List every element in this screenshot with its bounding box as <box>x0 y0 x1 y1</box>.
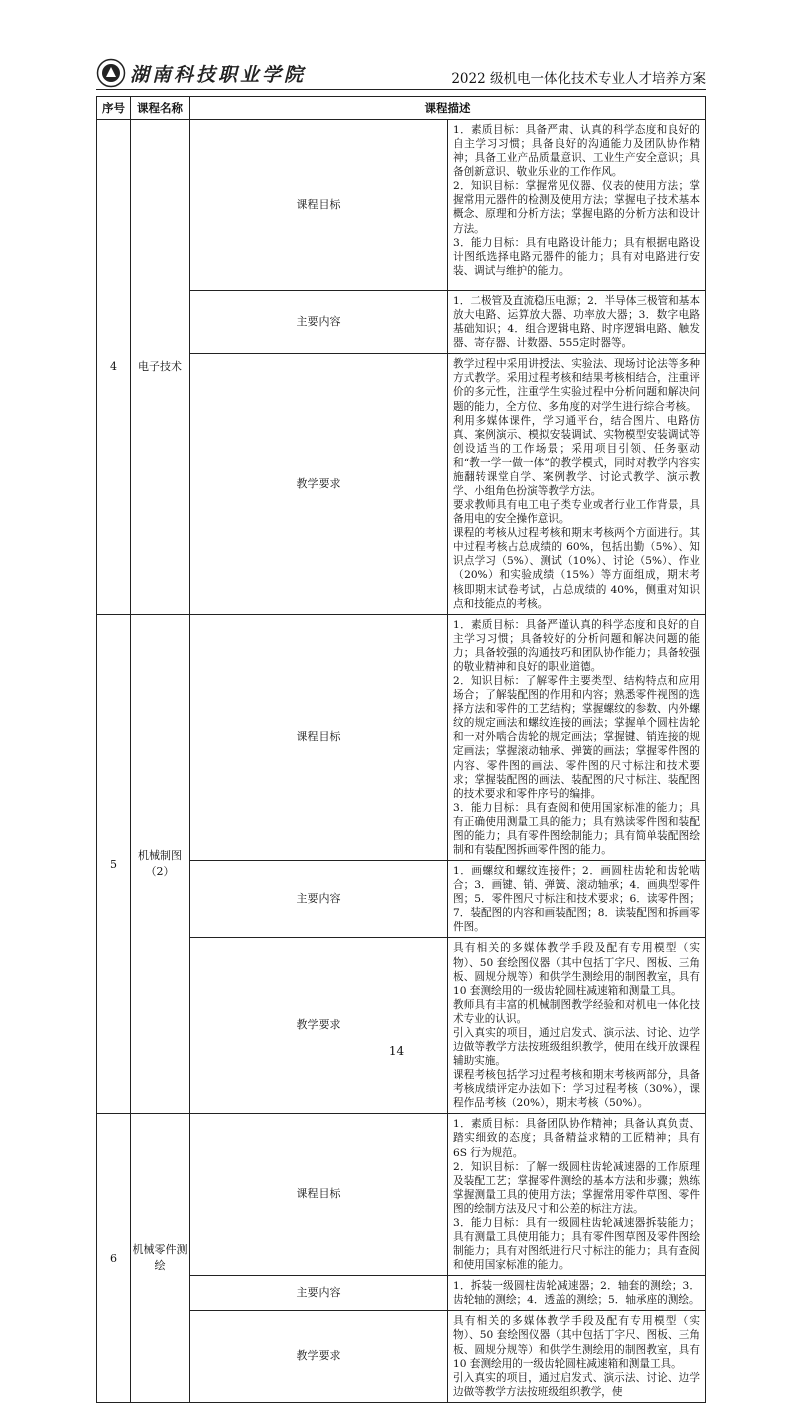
course-content <box>448 1276 706 1311</box>
requirement-label: 教学要求 <box>190 354 448 614</box>
course-name: 机械制图（2） <box>131 614 190 1114</box>
goal-label: 课程目标 <box>190 1114 448 1276</box>
table-header-row <box>97 97 706 120</box>
goal-text: 2．知识目标：掌握常见仪器、仪表的使用方法；掌握常用元器件的检测及使用方法；掌握电子技术基本概念、原理和分析方法；掌握电路的分析方法和设计方法。 <box>453 180 700 235</box>
course-goal <box>448 120 706 291</box>
requirement-text: 要求教师具有电工电子类专业或者行业工作背景，具备用电的安全操作意识。 <box>453 499 700 526</box>
content-text: 1．拆装一级圆柱齿轮减速器；2．轴套的测绘；3．齿轮轴的测绘；4．透盖的测绘；5．轴承座的测绘。 <box>453 1280 700 1307</box>
requirement-text: 引入真实的项目，通过启发式、演示法、讨论、边学边做等教学方法按班级组织教学，使用在线开放课程辅助实施。 <box>453 1026 700 1068</box>
content-text: 1．二极管及直流稳压电源；2．半导体三极管和基本放大电路、运算放大器、功率放大器；3．数字电路基础知识；4．组合逻辑电路、时序逻辑电路、触发器、寄存器、计数器、555定时器等。 <box>453 295 700 350</box>
course-goal <box>448 614 706 860</box>
document-title: 2022 级机电一体化技术专业人才培养方案 <box>451 71 706 87</box>
goal-text: 1．素质目标：具备严谨认真的科学态度和良好的自主学习习惯；具备较好的分析问题和解决问题的能力；具备较强的沟通技巧和团队协作能力；具备较强的敬业精神和良好的职业道德。 <box>453 618 700 673</box>
requirement-label: 教学要求 <box>190 938 448 1114</box>
course-content <box>448 861 706 938</box>
content-text: 1．画螺纹和螺纹连接件；2．画圆柱齿轮和齿轮啮合；3．画键、销、弹簧、滚动轴承；4．画典型零件图；5．零件图尺寸标注和技术要求；6．读零件图；7．装配图的内容和画装配图；8．读装配图和拆画零件图。 <box>453 865 700 934</box>
goal-text: 3．能力目标：具有查阅和使用国家标准的能力；具有正确使用测量工具的能力；具有熟读零件图和装配图的能力；具有零件图绘制能力；具有简单装配图绘制和有装配图拆画零件图的能力。 <box>453 801 700 856</box>
school-name: 湖南科技职业学院 <box>130 64 307 86</box>
header-course-desc: 课程描述 <box>190 97 706 120</box>
requirement-text: 利用多媒体课件，学习通平台，结合图片、电路仿真、案例演示、模拟安装调试、实物模型安装调试等创设适当的工作场景；采用项目引领、任务驱动和“教一学一做一体”的教学模式，同时对教学内容实施翻转课堂自学、案例教学、讨论式教学、演示教学、小组角色扮演等教学方法。 <box>453 414 700 498</box>
course-name: 电子技术 <box>131 120 190 615</box>
header-divider <box>96 89 706 90</box>
course-goal <box>448 1114 706 1276</box>
row-number: 4 <box>97 120 131 615</box>
table-row <box>97 614 706 860</box>
page-header <box>96 58 706 90</box>
goal-text: 1．素质目标：具备团队协作精神；具备认真负责、踏实细致的态度；具备精益求精的工匠精神；具有 6S 行为规范。 <box>453 1118 700 1159</box>
goal-label: 课程目标 <box>190 614 448 860</box>
course-requirement <box>448 354 706 614</box>
goal-text: 2．知识目标：了解一级圆柱齿轮减速器的工作原理及装配工艺；掌握零件测绘的基本方法和步骤；熟练掌握测量工具的使用方法；掌握常用零件草图、零件图的绘制方法及尺寸和公差的标注方法。 <box>453 1160 700 1215</box>
school-logo-icon <box>96 58 126 88</box>
requirement-text: 课程的考核从过程考核和期末考核两个方面进行。其中过程考核占总成绩的 60%，包括出勤（5%）、知识点学习（5%）、测试（10%）、讨论（5%）、作业（20%）和实验成绩（15%）等方面组成，期末考核即期末试卷考试，占总成绩的 40%，侧重对知识点和技能点的考核。 <box>453 527 700 610</box>
goal-label: 课程目标 <box>190 120 448 291</box>
table-row <box>97 120 706 291</box>
requirement-label: 教学要求 <box>190 1311 448 1402</box>
content-label: 主要内容 <box>190 291 448 354</box>
header-no: 序号 <box>97 97 131 120</box>
course-requirement <box>448 1311 706 1402</box>
goal-text: 1．素质目标：具备严肃、认真的科学态度和良好的自主学习习惯；具备良好的沟通能力及团队协作精神；具备工业产品质量意识、工业生产安全意识；具备创新意识、敬业乐业的工作作风。 <box>453 124 700 179</box>
goal-text: 2．知识目标：了解零件主要类型、结构特点和应用场合；了解装配图的作用和内容；熟悉零件视图的选择方法和零件的工艺结构；掌握螺纹的参数、内外螺纹的规定画法和螺纹连接的画法；掌握单个圆柱齿轮和一对外啮合齿轮的规定画法；掌握键、销连接的规定画法；掌握滚动轴承、弹簧的画法；掌握零件图的内容、零件图的画法、零件图的尺寸标注和技术要求；掌握装配图的画法、装配图的尺寸标注、装配图的技术要求和零件序号的编排。 <box>453 675 700 800</box>
course-content <box>448 291 706 354</box>
goal-text: 3．能力目标：具有一级圆柱齿轮减速器拆装能力；具有测量工具使用能力；具有零件图草图及零件图绘制能力；具有对图纸进行尺寸标注的能力；具有查阅和使用国家标准的能力。 <box>453 1216 700 1272</box>
requirement-text: 教师具有丰富的机械制图教学经验和对机电一体化技术专业的认识。 <box>453 998 700 1025</box>
header-course-name: 课程名称 <box>131 97 190 120</box>
table-row <box>97 1114 706 1276</box>
row-number: 5 <box>97 614 131 1114</box>
requirement-text: 具有相关的多媒体教学手段及配有专用模型（实物）、50 套绘图仪器（其中包括丁字尺、图板、三角板、圆规分规等）和供学生测绘用的制图教室，具有 10 套测绘用的一级齿轮圆柱减速箱和测量工具。 <box>453 942 700 997</box>
requirement-text: 引入真实的项目，通过启发式、演示法、讨论、边学边做等教学方法按班级组织教学，使 <box>453 1371 700 1398</box>
content-label: 主要内容 <box>190 861 448 938</box>
course-requirement <box>448 938 706 1114</box>
content-label: 主要内容 <box>190 1276 448 1311</box>
course-name: 机械零件测绘 <box>131 1114 190 1402</box>
goal-text: 3．能力目标：具有电路设计能力；具有根据电路设计图纸选择电路元器件的能力；具有对电路进行安装、调试与维护的能力。 <box>453 236 700 277</box>
requirement-text: 教学过程中采用讲授法、实验法、现场讨论法等多种方式教学。采用过程考核和结果考核相结合，注重评价的多元性，注重学生实验过程中分析问题和解决问题的能力，全方位、多角度的对学生进行综合考核。 <box>453 358 700 413</box>
course-table <box>96 96 706 1403</box>
requirement-text: 具有相关的多媒体教学手段及配有专用模型（实物）、50 套绘图仪器（其中包括丁字尺、图板、三角板、圆规分规等）和供学生测绘用的制图教室，具有 10 套测绘用的一级齿轮圆柱减速箱和测量工具。 <box>453 1315 700 1370</box>
page-number: 14 <box>388 1044 405 1058</box>
requirement-text: 课程考核包括学习过程考核和期末考核两部分，具备考核成绩评定办法如下：学习过程考核（30%），课程作品考核（20%），期末考核（50%）。 <box>453 1069 700 1110</box>
row-number: 6 <box>97 1114 131 1402</box>
